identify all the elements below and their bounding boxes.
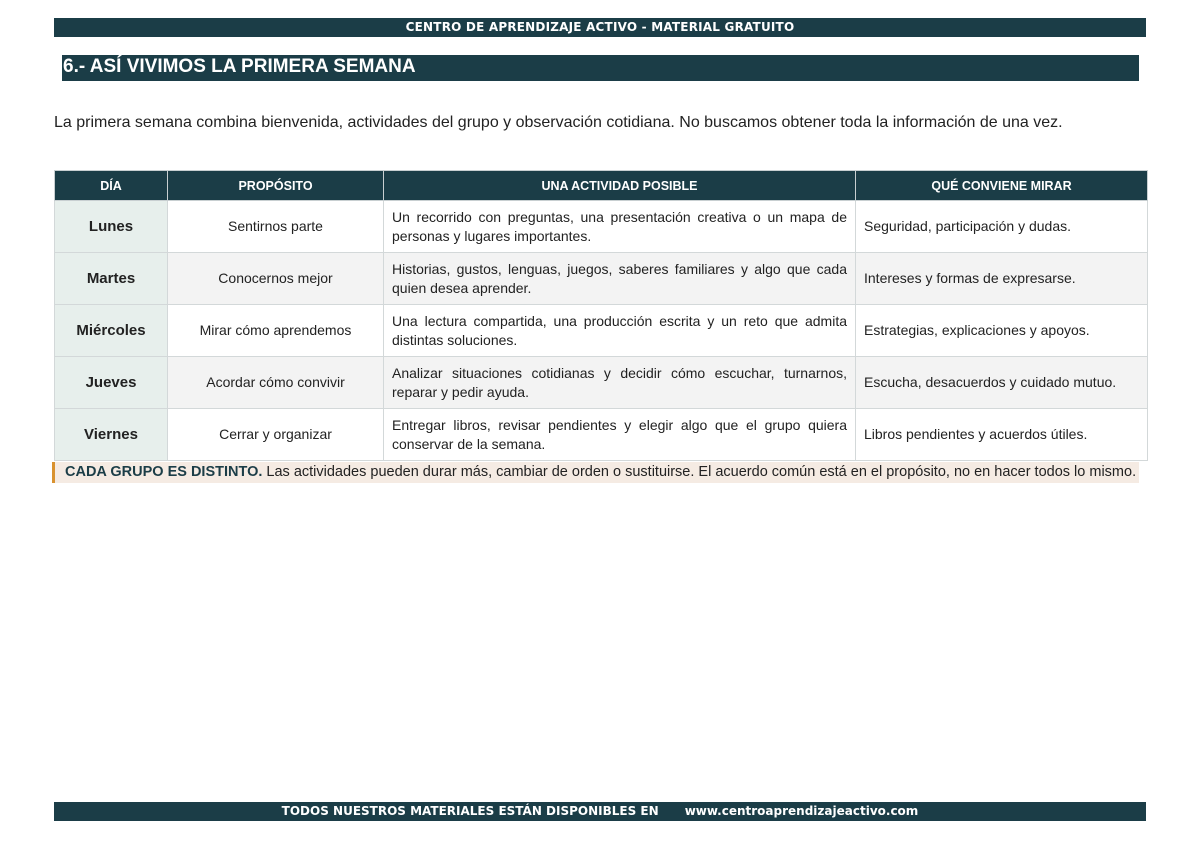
observe-cell: Libros pendientes y acuerdos útiles. xyxy=(856,409,1148,461)
footer-label: TODOS NUESTROS MATERIALES ESTÁN DISPONIBLES EN xyxy=(281,804,659,818)
table-row xyxy=(55,357,1148,409)
observe-cell: Intereses y formas de expresarse. xyxy=(856,253,1148,305)
activity-cell: Historias, gustos, lenguas, juegos, saberes familiares y algo que cada quien desea aprender. xyxy=(384,253,856,305)
purpose-cell: Conocernos mejor xyxy=(168,253,384,305)
activity-cell: Analizar situaciones cotidianas y decidir cómo escuchar, turnarnos, reparar y pedir ayuda. xyxy=(384,357,856,409)
note-text: Las actividades pueden durar más, cambiar de orden o sustituirse. El acuerdo común está en el propósito, no en hacer todos lo mismo. xyxy=(262,464,1137,480)
day-cell: Lunes xyxy=(55,201,168,253)
purpose-cell: Sentirnos parte xyxy=(168,201,384,253)
header-activity: UNA ACTIVIDAD POSIBLE xyxy=(384,171,856,201)
bottom-banner xyxy=(54,802,1146,821)
activity-cell: Un recorrido con preguntas, una presentación creativa o un mapa de personas y lugares importantes. xyxy=(384,201,856,253)
table-row xyxy=(55,253,1148,305)
day-cell: Jueves xyxy=(55,357,168,409)
observe-cell: Estrategias, explicaciones y apoyos. xyxy=(856,305,1148,357)
day-cell: Viernes xyxy=(55,409,168,461)
table-header-row xyxy=(55,171,1148,201)
note-callout xyxy=(52,462,1139,483)
observe-cell: Escucha, desacuerdos y cuidado mutuo. xyxy=(856,357,1148,409)
observe-cell: Seguridad, participación y dudas. xyxy=(856,201,1148,253)
activity-cell: Entregar libros, revisar pendientes y elegir algo que el grupo quiera conservar de la semana. xyxy=(384,409,856,461)
footer-url-link[interactable]: www.centroaprendizajeactivo.com xyxy=(684,804,919,818)
header-observe: QUÉ CONVIENE MIRAR xyxy=(856,171,1148,201)
table-row xyxy=(55,409,1148,461)
purpose-cell: Cerrar y organizar xyxy=(168,409,384,461)
week-table xyxy=(54,170,1148,461)
header-day: DÍA xyxy=(55,171,168,201)
activity-cell: Una lectura compartida, una producción escrita y un reto que admita distintas soluciones. xyxy=(384,305,856,357)
header-purpose: PROPÓSITO xyxy=(168,171,384,201)
table-row xyxy=(55,305,1148,357)
purpose-cell: Mirar cómo aprendemos xyxy=(168,305,384,357)
day-cell: Miércoles xyxy=(55,305,168,357)
day-cell: Martes xyxy=(55,253,168,305)
note-lead: CADA GRUPO ES DISTINTO. xyxy=(65,464,263,480)
section-title: 6.- ASÍ VIVIMOS LA PRIMERA SEMANA xyxy=(62,55,1139,81)
table-row xyxy=(55,201,1148,253)
intro-paragraph: La primera semana combina bienvenida, actividades del grupo y observación cotidiana. No buscamos obtener toda la información de una vez. xyxy=(54,114,1063,131)
top-banner: CENTRO DE APRENDIZAJE ACTIVO - MATERIAL GRATUITO xyxy=(54,18,1146,37)
purpose-cell: Acordar cómo convivir xyxy=(168,357,384,409)
